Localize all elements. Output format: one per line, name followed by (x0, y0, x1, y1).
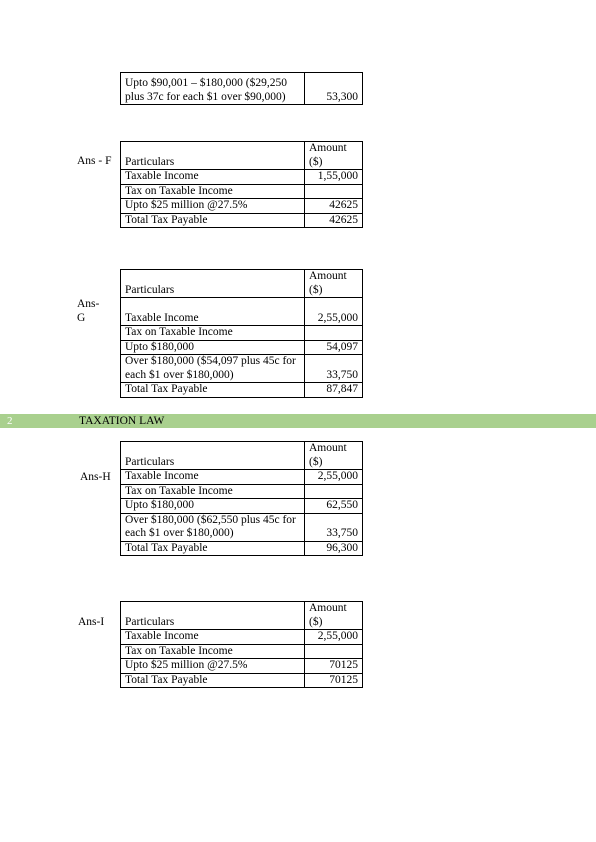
header-particulars: Particulars (121, 142, 305, 170)
particular-cell: Taxable Income (121, 170, 305, 185)
table-row (121, 644, 363, 659)
table-row (121, 470, 363, 485)
page-title: TAXATION LAW (79, 415, 165, 427)
particular-cell: Tax on Taxable Income (121, 326, 305, 341)
table-row (121, 513, 363, 541)
table-row (121, 170, 363, 185)
table-row (121, 199, 363, 214)
amount-cell (305, 184, 363, 199)
particular-cell: Upto $25 million @27.5% (121, 199, 305, 214)
page-header-bar (0, 414, 596, 428)
particular-cell: Total Tax Payable (121, 541, 305, 556)
table-row (121, 484, 363, 499)
particular-cell: Over $180,000 ($62,550 plus 45c for each $1 over $180,000) (121, 513, 305, 541)
amount-cell: 33,750 (305, 513, 363, 541)
particular-cell: Over $180,000 ($54,097 plus 45c for each $1 over $180,000) (121, 355, 305, 383)
tax-table-continued (120, 72, 363, 105)
answer-label-g: Ans- G (77, 298, 100, 324)
tax-table-g (120, 269, 363, 398)
amount-cell: 53,300 (305, 73, 363, 105)
particular-cell: Total Tax Payable (121, 213, 305, 228)
table-row (121, 355, 363, 383)
amount-cell: 96,300 (305, 541, 363, 556)
table-row (121, 73, 363, 105)
amount-cell: 2,55,000 (305, 630, 363, 645)
particular-cell: Upto $180,000 (121, 499, 305, 514)
tax-table-i (120, 601, 363, 688)
amount-cell: 87,847 (305, 383, 363, 398)
amount-cell: 1,55,000 (305, 170, 363, 185)
table-row (121, 213, 363, 228)
amount-cell: 70125 (305, 673, 363, 688)
table-header-row (121, 602, 363, 630)
table-row (121, 340, 363, 355)
table-row (121, 673, 363, 688)
amount-cell: 70125 (305, 659, 363, 674)
table-header-row (121, 270, 363, 298)
table-header-row (121, 442, 363, 470)
table-header-row (121, 142, 363, 170)
amount-cell (305, 484, 363, 499)
particular-cell: Total Tax Payable (121, 383, 305, 398)
amount-cell (305, 644, 363, 659)
amount-cell: 42625 (305, 199, 363, 214)
amount-cell: 62,550 (305, 499, 363, 514)
answer-label-f: Ans - F (77, 155, 112, 167)
tax-table-h (120, 441, 363, 556)
table-row (121, 659, 363, 674)
header-particulars: Particulars (121, 442, 305, 470)
particular-cell: Upto $25 million @27.5% (121, 659, 305, 674)
table-row (121, 184, 363, 199)
particular-cell: Tax on Taxable Income (121, 644, 305, 659)
particular-cell: Tax on Taxable Income (121, 484, 305, 499)
amount-cell: 2,55,000 (305, 470, 363, 485)
particular-cell: Total Tax Payable (121, 673, 305, 688)
table-row (121, 630, 363, 645)
particular-cell: Tax on Taxable Income (121, 184, 305, 199)
amount-cell: 33,750 (305, 355, 363, 383)
table-row (121, 383, 363, 398)
particular-cell: Taxable Income (121, 630, 305, 645)
particular-cell: Upto $180,000 (121, 340, 305, 355)
amount-cell (305, 326, 363, 341)
amount-cell: 2,55,000 (305, 298, 363, 326)
particular-cell: Upto $90,001 – $180,000 ($29,250 plus 37c for each $1 over $90,000) (121, 73, 305, 105)
header-particulars: Particulars (121, 270, 305, 298)
page-number: 2 (7, 415, 13, 427)
header-amount: Amount ($) (305, 270, 363, 298)
header-amount: Amount ($) (305, 142, 363, 170)
header-amount: Amount ($) (305, 442, 363, 470)
table-row (121, 326, 363, 341)
answer-label-i: Ans-I (78, 616, 105, 628)
table-row (121, 499, 363, 514)
amount-cell: 42625 (305, 213, 363, 228)
particular-cell: Taxable Income (121, 470, 305, 485)
answer-label-h: Ans-H (80, 471, 111, 483)
header-amount: Amount ($) (305, 602, 363, 630)
amount-cell: 54,097 (305, 340, 363, 355)
header-particulars: Particulars (121, 602, 305, 630)
tax-table-f (120, 141, 363, 228)
table-row (121, 298, 363, 326)
particular-cell: Taxable Income (121, 298, 305, 326)
table-row (121, 541, 363, 556)
